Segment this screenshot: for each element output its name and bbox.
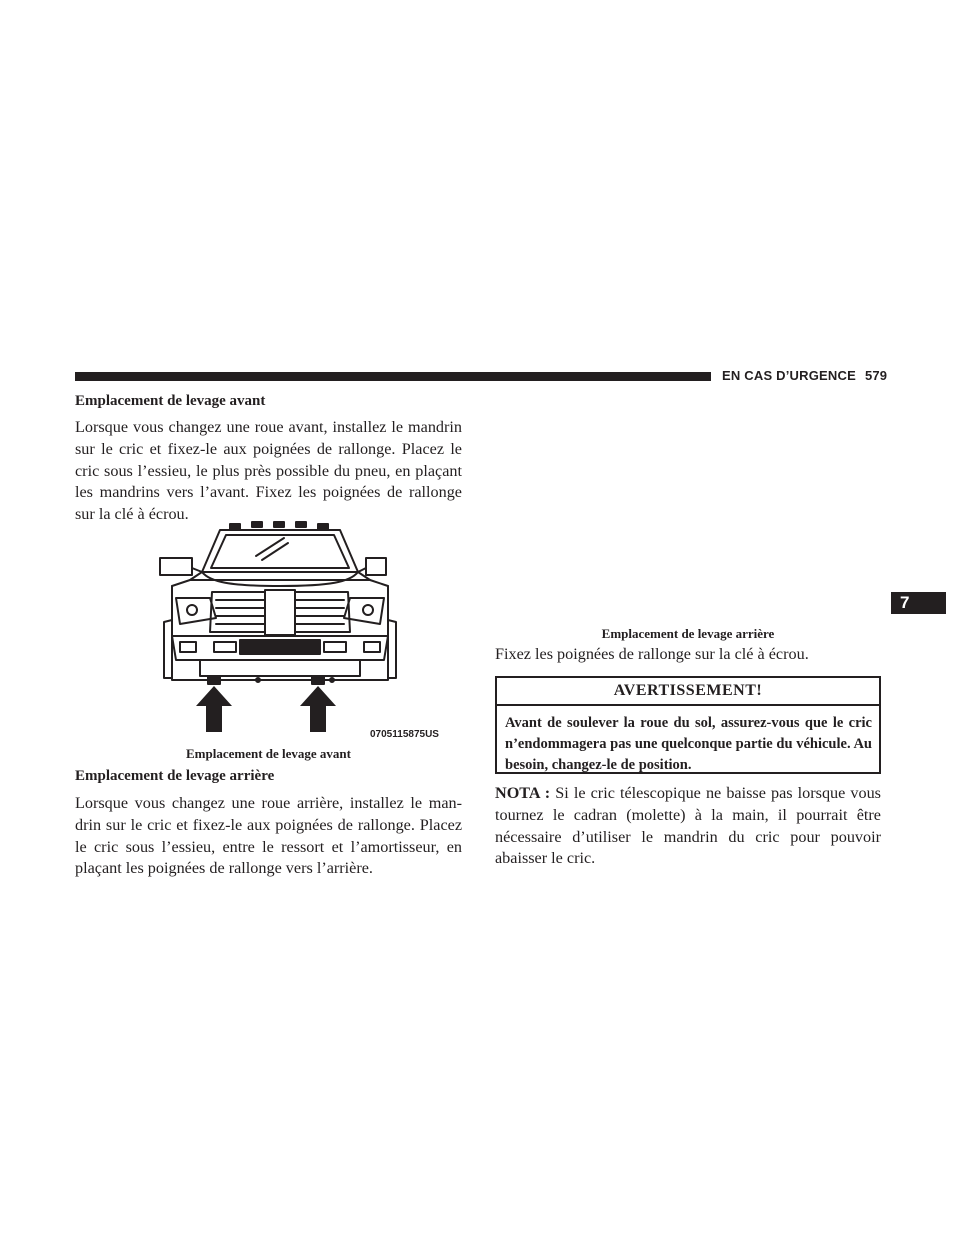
running-header	[722, 368, 887, 383]
warning-title: AVERTISSEMENT!	[497, 678, 879, 706]
warning-body: Avant de soulever la roue du sol, assurez-vous que le cric n’endommagera pas une quelconque partie du véhicule. Au besoin, changez-le de position.	[505, 715, 872, 773]
front-right-lift-arrow	[300, 686, 336, 732]
paragraph-front-lift: Lorsque vous changez une roue avant, installez le mandrin sur le cric et fixez-le aux poignées de rallonge. Placez le cric sous l’essieu, le plus près possible du pneu, en plaçant les mandrins vers l’avant. Fixez les poignées de rallonge sur la clé à écrou.	[75, 418, 462, 524]
paragraph-wrench: Fixez les poignées de rallonge sur la clé à écrou.	[495, 645, 809, 663]
warning-box	[495, 676, 881, 774]
nota-text: Si le cric télescopique ne baisse pas lorsque vous tournez le cadran (molette) à la main, il pourrait être nécessaire d’utiliser le mandrin du cric pour pouvoir abaisser le cric.	[495, 784, 881, 868]
truck-front-illustration	[150, 520, 470, 735]
page-number: 579	[864, 368, 888, 383]
caption-front-lift: Emplacement de levage avant	[185, 746, 351, 761]
heading-rear-lift: Emplacement de levage arrière	[75, 768, 275, 784]
heading-front-lift: Emplacement de levage avant	[75, 393, 266, 409]
chapter-tab: 7	[891, 592, 946, 614]
nota-paragraph	[495, 783, 881, 870]
section-title: EN CAS D’URGENCE	[722, 368, 856, 383]
caption-rear-lift: Emplacement de levage arrière	[601, 626, 775, 641]
nota-label: NOTA :	[495, 784, 551, 802]
paragraph-rear-lift: Lorsque vous changez une roue arrière, installez le man-drin sur le cric et fixez-le aux poignées de rallonge. Placez le cric sous l’essieu, entre le ressort et l’amortisseur, en plaçant les poignées de rallonge vers l’arrière.	[75, 794, 462, 878]
header-rule	[75, 372, 711, 381]
front-left-lift-arrow	[196, 686, 232, 732]
figure-code: 0705115875US	[370, 729, 439, 740]
